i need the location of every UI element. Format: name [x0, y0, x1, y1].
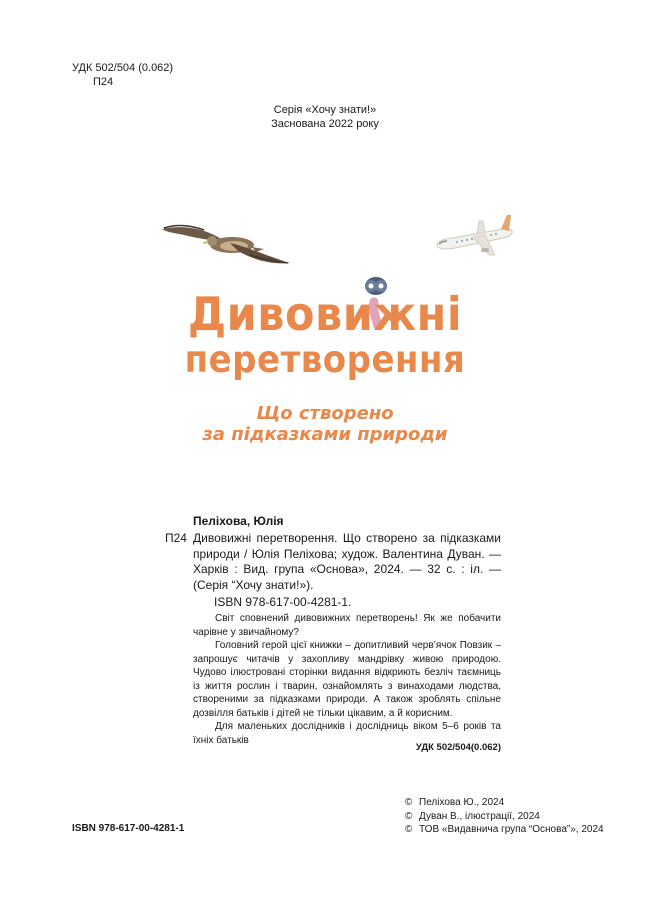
series-info: [0, 103, 650, 131]
copyright-line: [405, 796, 604, 810]
catalog-annotation: [193, 612, 501, 747]
annotation-paragraph: Світ сповнений дивовижних перетворень! Як же побачити чарівне у звичайному?: [193, 613, 501, 638]
copyright-text: Дуван В., ілюстрації, 2024: [419, 810, 540, 822]
isbn-bottom: ISBN 978-617-00-4281-1: [72, 823, 185, 834]
copyright-block: [405, 796, 604, 837]
copyright-symbol: ©: [405, 810, 413, 822]
catalog-author: Пеліхова, Юлія: [193, 514, 284, 528]
catalog-udk: УДК 502/504(0.062): [415, 742, 501, 753]
copyright-line: [405, 823, 604, 837]
airplane-illustration: [433, 211, 515, 261]
series-founded: Заснована 2022 року: [271, 118, 379, 130]
copyright-symbol: ©: [405, 824, 413, 835]
catalog-isbn: ISBN 978-617-00-4281-1.: [214, 595, 352, 609]
book-subtitle-line1: Що створено: [256, 403, 394, 424]
catalog-bibliographic: Дивовижні перетворення. Що створено за підказками природи / Юлія Пеліхова; худож. Валентина Дуван. — Харків : Вид. група «Основа», 2024. — 32 с. : іл. — (Серія “Хочу знати!»).: [193, 531, 501, 592]
udk-code: УДК 502/504 (0.062): [72, 62, 174, 74]
udk-top: [72, 61, 173, 89]
copyright-line: [405, 810, 604, 824]
copyright-symbol: ©: [405, 797, 413, 808]
copyright-text: Пеліхова Ю., 2024: [419, 797, 505, 808]
copyright-text: ТОВ «Видавнича група “Основа”», 2024: [419, 824, 604, 835]
book-title-line2: перетворення: [184, 338, 466, 382]
hawk-illustration: [160, 219, 292, 267]
annotation-paragraph: Головний герой цієї книжки – допитливий черв’ячок Повзик – запрошує читачів у захопливу мандрівку живою природою. Чудово ілюстровані сторінки видання відкриють безліч таємниць із життя рослин і тварин, ознайомлять з винаходами людства, створеними за підказками природи. А також зроблять спільне дозвілля батьків і дітей не тільки цікавим, а й корисним.: [193, 640, 501, 719]
catalog-index: П24: [165, 531, 187, 545]
annotation-paragraph: Для маленьких дослідників і дослідниць віком 5–6 років та їхніх батьків: [193, 721, 501, 746]
book-title-line1: Дивовижні: [187, 288, 463, 342]
series-name: Серія «Хочу знати!»: [273, 104, 377, 116]
book-subtitle-line2: за підказками природи: [202, 424, 448, 445]
udk-index: П24: [93, 76, 114, 88]
